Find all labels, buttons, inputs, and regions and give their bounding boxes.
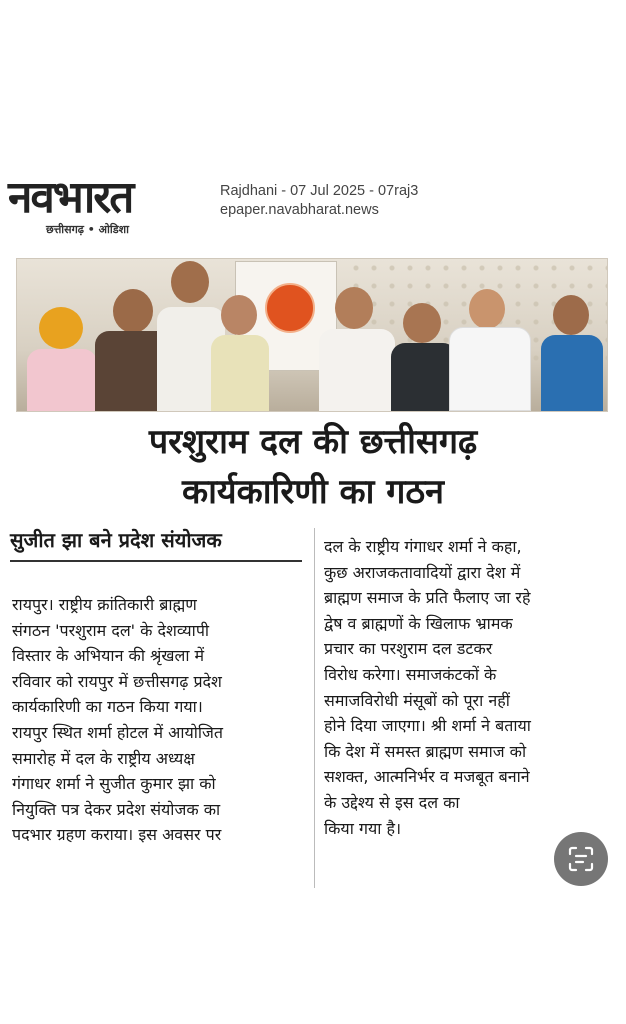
text-line: विस्तार के अभियान की श्रृंखला में [12, 646, 205, 666]
emblem-logo [265, 283, 315, 333]
headline-line1: परशुराम दल की छत्तीसगढ़ [148, 422, 478, 462]
text-line: विरोध करेगा। समाजकंटकों के [324, 664, 497, 684]
text-line: द्वेष व ब्राह्मणों के खिलाफ भ्रामक [324, 613, 513, 633]
news-photo [16, 258, 608, 412]
article-column-right [324, 534, 610, 841]
text-line: किया गया है। [324, 818, 402, 838]
text-line: के उद्देश्य से इस दल का [324, 792, 460, 812]
text-line: ब्राह्मण समाज के प्रति फैलाए जा रहे [324, 588, 531, 608]
subheading: सुजीत झा बने प्रदेश संयोजक [10, 528, 222, 552]
text-line: दल के राष्ट्रीय गंगाधर शर्मा ने कहा, [324, 537, 522, 556]
text-line: नियुक्ति पत्र देकर प्रदेश संयोजक का [12, 799, 221, 819]
person [445, 287, 531, 411]
epaper-url: epaper.navabharat.news [220, 202, 379, 218]
text-line: सशक्त, आत्मनिर्भर व मजबूत बनाने [324, 767, 530, 787]
text-line: कार्यकारिणी का गठन किया गया। [12, 697, 203, 717]
text-scan-icon [568, 846, 594, 872]
subheading-rule [10, 560, 302, 562]
text-line: गंगाधर शर्मा ने सुजीत कुमार झा को [12, 774, 216, 794]
text-line: कुछ अराजकतावादियों द्वारा देश में [324, 562, 521, 582]
edition-info [220, 182, 418, 220]
person [539, 291, 605, 411]
edition-line: Rajdhani - 07 Jul 2025 - 07raj3 [220, 183, 419, 199]
text-line: कि देश में समस्त ब्राह्मण समाज को [324, 741, 527, 761]
newspaper-logo: नवभारत [8, 172, 133, 223]
text-line: प्रचार का परशुराम दल डटकर [324, 639, 493, 659]
person [209, 289, 271, 411]
person [317, 283, 397, 411]
text-line: रविवार को रायपुर में छत्तीसगढ़ प्रदेश [12, 671, 222, 691]
text-scan-button[interactable] [554, 832, 608, 886]
text-line: होने दिया जाएगा। श्री शर्मा ने बताया [324, 716, 531, 736]
person [23, 301, 101, 411]
column-divider [314, 528, 315, 888]
text-line: संगठन 'परशुराम दल' के देशव्यापी [12, 620, 210, 640]
text-line: पदभार ग्रहण कराया। इस अवसर पर [12, 825, 222, 845]
text-line: समाजविरोधी मंसूबों को पूरा नहीं [324, 690, 510, 710]
text-line: रायपुर स्थित शर्मा होटल में आयोजित [12, 722, 224, 742]
headline-line2: कार्यकारिणी का गठन [181, 472, 444, 512]
article-column-left [12, 592, 302, 848]
text-line: समारोह में दल के राष्ट्रीय अध्यक्ष [12, 748, 195, 768]
masthead [8, 170, 618, 244]
logo-subtitle: छत्तीसगढ़ • ओडिशा [46, 223, 129, 236]
text-line: रायपुर। राष्ट्रीय क्रांतिकारी ब्राह्मण [12, 595, 197, 614]
